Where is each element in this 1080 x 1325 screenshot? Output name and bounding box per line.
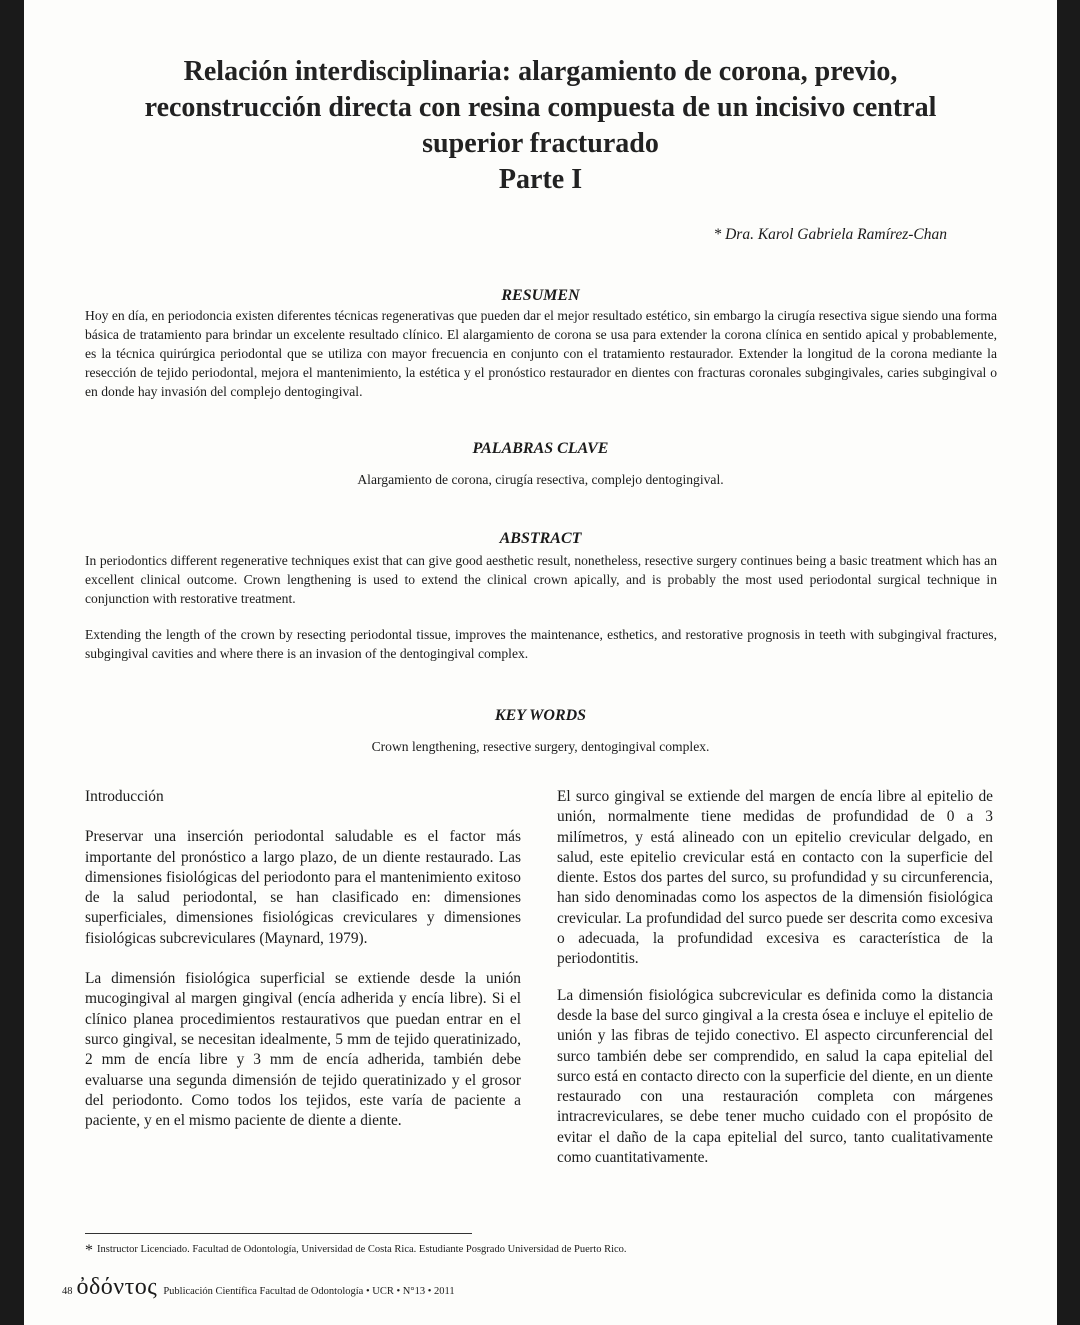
abstract-paragraph-1: In periodontics different regenerative techniques exist that can give good aesthetic result, nonetheless, resective surgery continues being a basic treatment which has an excellent clinical outcome. Crown lengthening is used to extend the clinical crown apically, and is probably the most used periodontal surgical technique in conjunction with restorative treatment.: [85, 553, 997, 606]
right-column: [557, 787, 993, 1168]
key-words-text: Crown lengthening, resective surgery, dentogingival complex.: [371, 739, 710, 754]
journal-logo: ὀδόντος: [76, 1274, 158, 1300]
page-number: 48: [62, 1286, 73, 1297]
resumen-text: Hoy en día, en periodoncia existen diferentes técnicas regenerativas que pueden dar el mejor resultado estético, sin embargo la cirugía resectiva sigue siendo una forma básica de tratamiento para brindar un excelente resultado clínico. El alargamiento de corona se usa para extender la corona clínica en sentido apical y probablemente, es la técnica quirúrgica periodontal que se utiliza con mayor frecuencia en conjunto con el tratamiento restaurador. Extender la longitud de la corona mediante la resección de tejido periodontal, mejora el mantenimiento, la estética y el pronóstico restaurador en dientes con fracturas coronales subgingivales, caries subgingival o en donde hay invasión del complejo dentogingival.: [85, 308, 997, 399]
key-words-heading: KEY WORDS: [494, 707, 587, 724]
footnote-marker: *: [85, 1242, 93, 1259]
footnote-text: Instructor Licenciado. Facultad de Odontología, Universidad de Costa Rica. Estudiante Posgrado Universidad de Puerto Rico.: [97, 1244, 627, 1255]
author-line: * Dra. Karol Gabriela Ramírez-Chan: [713, 226, 947, 243]
footer-publication-text: Publicación Científica Facultad de Odontología • UCR • N°13 • 2011: [163, 1286, 455, 1297]
article-title: [24, 54, 1057, 198]
document-page: [24, 0, 1057, 1325]
footnote: [85, 1242, 627, 1260]
page-footer: [62, 1274, 455, 1301]
resumen-heading: RESUMEN: [501, 287, 580, 304]
palabras-clave-text: Alargamiento de corona, cirugía resectiva, complejo dentogingival.: [357, 472, 724, 487]
section-heading-introduccion: Introducción: [85, 788, 164, 805]
abstract-heading: ABSTRACT: [499, 530, 582, 547]
title-line-1: Relación interdisciplinaria: alargamiento de corona, previo,: [183, 56, 898, 87]
left-paragraph-1: Preservar una inserción periodontal saludable es el factor más importante del pronóstico a largo plazo, de un diente restaurado. Las dimensiones fisiológicas del periodonto para el mantenimiento exitoso de la salud periodontal, se han clasificado en: dimensiones superficiales, dimensiones fisiológicas creviculares y dimensiones fisiológicas subcreviculares (Maynard, 1979).: [85, 828, 521, 947]
right-paragraph-2: La dimensión fisiológica subcrevicular es definida como la distancia desde la base del surco gingival a la cresta ósea e incluye el epitelio de unión y las fibras de tejido conectivo. El aspecto circunferencial del surco también debe ser comprendido, en salud la capa epitelial del surco está en contacto directo con la superficie del diente, en un diente restaurado con una restauración completa con márgenes intracreviculares, se debe tener mucho cuidado con el propósito de evitar el daño de la capa epitelial del surco, tanto cualitativamente como cuantitativamente.: [557, 986, 993, 1167]
footnote-divider: [85, 1233, 472, 1234]
right-paragraph-1: El surco gingival se extiende del margen de encía libre al epitelio de unión, normalmente tiene medidas de profundidad de 0 a 3 milímetros, y está alineado con un epitelio crevicular delgado, en salud, este epitelio crevicular está en contacto con la superficie del diente. Estos dos partes del surco, su profundidad y su circunferencia, han sido denominadas como los aspectos de la dimensión fisiológica crevicular. La profundidad del surco puede ser descrita como excesiva o adecuada, la profundidad excesiva es característica de la periodontitis.: [557, 788, 993, 968]
title-line-3: superior fracturado: [422, 128, 659, 159]
title-line-4: Parte I: [498, 164, 583, 195]
title-line-2: reconstrucción directa con resina compuesta de un incisivo central: [144, 92, 937, 123]
left-paragraph-2: La dimensión fisiológica superficial se extiende desde la unión mucogingival al margen gingival (encía adherida y encía libre). Si el clínico planea procedimientos restaurativos que puedan entrar en el surco gingival, se necesitan idealmente, 5 mm de tejido queratinizado, 2 mm de encía libre y 3 mm de encía adherida, también debe evaluarse una segunda dimensión de tejido queratinizado y el grosor del periodonto. Como todos los tejidos, este varía de paciente a paciente, y en el mismo paciente de diente a diente.: [85, 970, 521, 1130]
palabras-clave-heading: PALABRAS CLAVE: [472, 440, 609, 457]
left-column: [85, 787, 521, 1131]
abstract-paragraph-2: Extending the length of the crown by resecting periodontal tissue, improves the maintenance, esthetics, and restorative prognosis in teeth with subgingival fractures, subgingival cavities and where there is an invasion of the dentogingival complex.: [85, 627, 997, 661]
